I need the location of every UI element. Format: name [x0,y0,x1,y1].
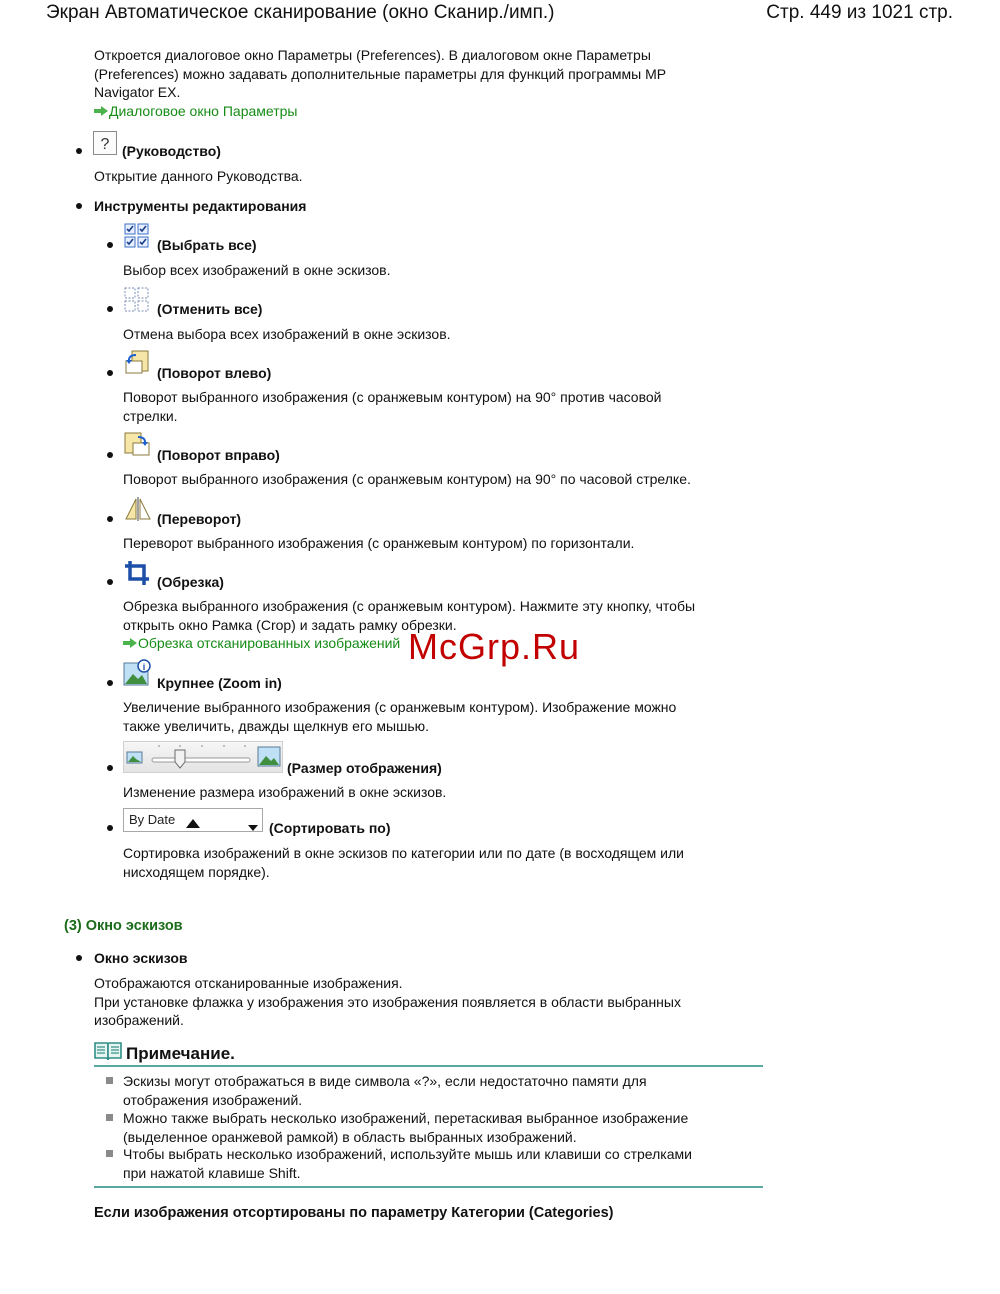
note-bullet [106,1114,113,1121]
zoom-in-label: Крупнее (Zoom in) [157,675,282,691]
deselect-all-desc: Отмена выбора всех изображений в окне эскизов. [123,326,451,342]
help-icon [93,131,117,155]
rotate-right-desc: Поворот выбранного изображения (с оранжевым контуром) на 90° по часовой стрелке. [123,471,691,487]
sort-by-desc-line-2: нисходящем порядке). [123,863,270,880]
thumbnail-desc-line-1: Отображаются отсканированные изображения. [94,975,403,991]
note-book-icon [94,1041,122,1061]
rotate-right-label: (Поворот вправо) [157,447,280,463]
rotate-left-icon [123,349,153,377]
sort-by-desc [123,844,684,881]
sort-by-value: By Date [129,812,176,827]
svg-text:?: ? [100,136,110,153]
select-all-icon [123,222,151,250]
intro-line-2: (Preferences) можно задавать дополнительные параметры для функций программы MP [94,65,667,82]
crop-icon [123,559,153,587]
note-bullet [106,1150,113,1157]
zoom-in-desc-line-2: также увеличить, дважды щелкнув его мышью. [123,717,430,734]
note-top-divider [94,1065,763,1067]
note-item-1-line-2: отображения изображений. [123,1091,303,1108]
zoom-in-desc [123,698,676,735]
guide-desc: Открытие данного Руководства. [94,168,303,184]
categories-heading: Если изображения отсортированы по параметру Категории (Categories) [94,1205,614,1221]
rotate-left-desc-line-2: стрелки. [123,407,178,424]
thumbnail-desc-line-3: изображений. [94,1012,184,1028]
guide-label: (Руководство) [122,143,221,159]
note-bullet [106,1077,113,1084]
note-item-2 [123,1109,688,1146]
intro-line-1: Откроется диалоговое окно Параметры (Preferences). В диалоговом окне Параметры [94,47,651,63]
display-size-slider[interactable] [123,741,283,773]
select-all-desc: Выбор всех изображений в окне эскизов. [123,262,391,278]
thumbnail-window-label: Окно эскизов [94,950,188,966]
deselect-all-label: (Отменить все) [157,301,263,317]
rotate-left-desc-line-1: Поворот выбранного изображения (с оранжевым контуром) на 90° против часовой [123,389,662,405]
crop-label: (Обрезка) [157,574,224,590]
sort-by-desc-line-1: Сортировка изображений в окне эскизов по категории или по дате (в восходящем или [123,845,684,861]
sort-ascending-icon [186,815,200,831]
editing-tools-heading: Инструменты редактирования [94,198,307,214]
intro-line-3: Navigator EX. [94,84,181,100]
thumbnail-desc-line-2: При установке флажка у изображения это изображения появляется в области выбранных [94,993,681,1010]
crop-desc-line-2: открыть окно Рамка (Crop) и задать рамку обрезки. [123,616,457,633]
note-item-3 [123,1145,692,1182]
section-title-thumbnail-window: (3) Окно эскизов [64,918,183,934]
note-item-2-line-1: Можно также выбрать несколько изображений, перетаскивая выбранное изображение [123,1110,689,1126]
note-title: Примечание. [126,1044,235,1063]
bullet [76,203,82,209]
zoom-in-icon [123,659,153,687]
chevron-down-icon [248,818,258,834]
flip-icon [123,495,153,523]
arrow-right-icon [94,106,108,116]
rotate-left-desc [123,388,661,425]
page-number: Стр. 449 из 1021 стр. [766,2,953,23]
arrow-right-icon [123,638,137,648]
bullet [107,680,113,686]
intro-paragraph [94,46,666,120]
bullet [107,516,113,522]
rotate-left-label: (Поворот влево) [157,365,272,381]
bullet [107,825,113,831]
note-item-3-line-2: при нажатой клавише Shift. [123,1164,301,1181]
sort-by-label: (Сортировать по) [269,820,391,836]
flip-label: (Переворот) [157,511,242,527]
sort-by-dropdown[interactable] [123,808,263,832]
crop-link-label: Обрезка отсканированных изображений [138,635,401,651]
bullet [76,148,82,154]
bullet [76,955,82,961]
watermark: McGrp.Ru [408,626,581,667]
note-item-3-line-1: Чтобы выбрать несколько изображений, используйте мышь или клавиши со стрелками [123,1146,692,1162]
note-item-2-line-2: (выделенное оранжевой рамкой) в область выбранных изображений. [123,1128,577,1145]
svg-text:i: i [142,662,146,672]
note-bottom-divider [94,1186,763,1188]
preferences-link-label: Диалоговое окно Параметры [109,102,298,119]
page-header-title: Экран Автоматическое сканирование (окно Сканир./имп.) [46,2,555,23]
bullet [107,242,113,248]
display-size-label: (Размер отображения) [287,760,442,776]
crop-desc-line-1: Обрезка выбранного изображения (с оранжевым контуром). Нажмите эту кнопку, чтобы [123,598,696,614]
bullet [107,579,113,585]
note-item-1 [123,1072,647,1109]
deselect-all-icon [123,286,151,314]
select-all-label: (Выбрать все) [157,237,257,253]
zoom-in-desc-line-1: Увеличение выбранного изображения (с оранжевым контуром). Изображение можно [123,699,677,715]
display-size-desc: Изменение размера изображений в окне эскизов. [123,784,447,800]
note-item-1-line-1: Эскизы могут отображаться в виде символа «?», если недостаточно памяти для [123,1073,647,1089]
bullet [107,452,113,458]
bullet [107,765,113,771]
rotate-right-icon [123,431,153,459]
bullet [107,306,113,312]
flip-desc: Переворот выбранного изображения (с оранжевым контуром) по горизонтали. [123,535,635,551]
bullet [107,370,113,376]
preferences-dialog-link[interactable] [94,102,666,121]
thumbnail-window-desc [94,974,681,1030]
